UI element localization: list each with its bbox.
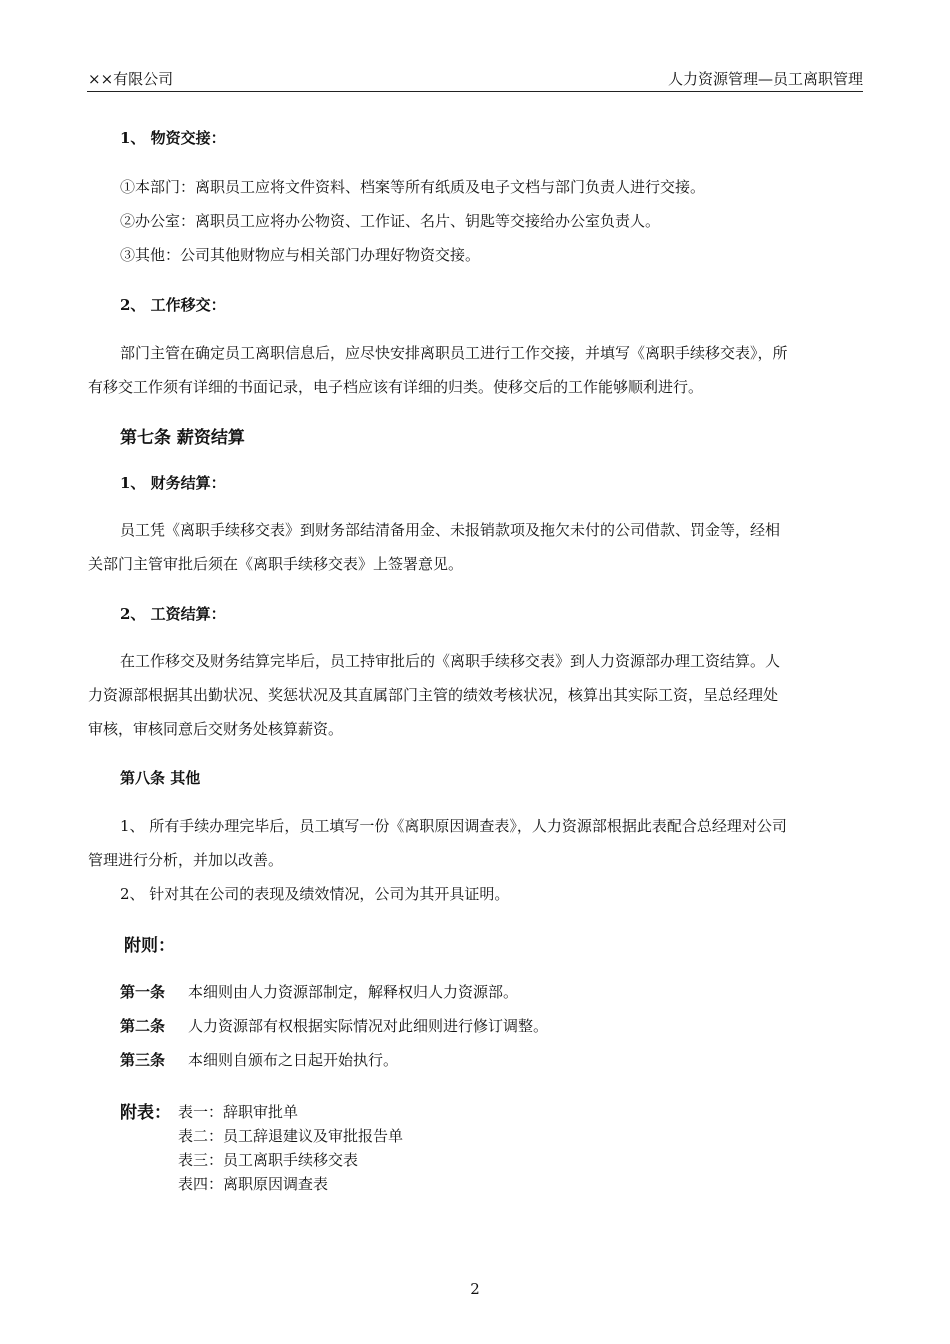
goods-item-2: ②办公室：离职员工应将办公物资、工作证、名片、钥匙等交接给办公室负责人。	[120, 212, 661, 230]
work-para-line-2: 有移交工作须有详细的书面记录，电子档应该有详细的归类。使移交后的工作能够顺利进行。	[88, 378, 704, 396]
finance-para-line-1: 员工凭《离职手续移交表》到财务部结清备用金、未报销款项及拖欠未付的公司借款、罚金等，经相	[120, 521, 781, 539]
work-handover-heading: 2、 工作移交：	[120, 296, 226, 314]
wage-para-line-2: 力资源部根据其出勤状况、奖惩状况及其直属部门主管的绩效考核状况，核算出其实际工资，呈总经理处	[88, 686, 779, 704]
appendix-title: 附则：	[124, 936, 175, 956]
form-item-3: 表三：员工离职手续移交表	[178, 1151, 359, 1169]
rule-3-label: 第三条	[120, 1051, 166, 1069]
work-para-line-1: 部门主管在确定员工离职信息后，应尽快安排离职员工进行工作交接，并填写《离职手续移交表》，所	[120, 344, 788, 362]
form-item-2: 表二：员工辞退建议及审批报告单	[178, 1127, 404, 1145]
other-item-2: 2、 针对其在公司的表现及绩效情况，公司为其开具证明。	[120, 885, 510, 903]
other-item-1-line-1: 1、 所有手续办理完毕后，员工填写一份《离职原因调查表》，人力资源部根据此表配合总经理对公司	[120, 817, 787, 835]
header-doc-title: 人力资源管理—员工离职管理	[667, 70, 863, 88]
wage-para-line-1: 在工作移交及财务结算完毕后，员工持审批后的《离职手续移交表》到人力资源部办理工资结算。人	[120, 652, 781, 670]
goods-item-1: ①本部门：离职员工应将文件资料、档案等所有纸质及电子文档与部门负责人进行交接。	[120, 178, 706, 196]
wage-para-line-3: 审核，审核同意后交财务处核算薪资。	[88, 720, 344, 738]
forms-label: 附表：	[120, 1103, 171, 1123]
finance-settlement-heading: 1、 财务结算：	[120, 474, 226, 492]
rule-3-text: 本细则自颁布之日起开始执行。	[188, 1051, 399, 1069]
page-number: 2	[470, 1280, 480, 1298]
rule-2-text: 人力资源部有权根据实际情况对此细则进行修订调整。	[188, 1017, 549, 1035]
rule-1-text: 本细则由人力资源部制定，解释权归人力资源部。	[188, 983, 519, 1001]
goods-item-3: ③其他：公司其他财物应与相关部门办理好物资交接。	[120, 246, 481, 264]
form-item-4: 表四：离职原因调查表	[178, 1175, 329, 1193]
rule-2-label: 第二条	[120, 1017, 166, 1035]
header-company: ××有限公司	[88, 70, 174, 88]
rule-1-label: 第一条	[120, 983, 166, 1001]
finance-para-line-2: 关部门主管审批后须在《离职手续移交表》上签署意见。	[88, 555, 464, 573]
article-7-title: 第七条 薪资结算	[120, 428, 245, 448]
goods-handover-heading: 1、 物资交接：	[120, 129, 226, 147]
wage-settlement-heading: 2、 工资结算：	[120, 605, 226, 623]
other-item-1-line-2: 管理进行分析，并加以改善。	[88, 851, 284, 869]
form-item-1: 表一：辞职审批单	[178, 1103, 299, 1121]
header-rule	[87, 91, 863, 92]
article-8-title: 第八条 其他	[120, 769, 201, 787]
